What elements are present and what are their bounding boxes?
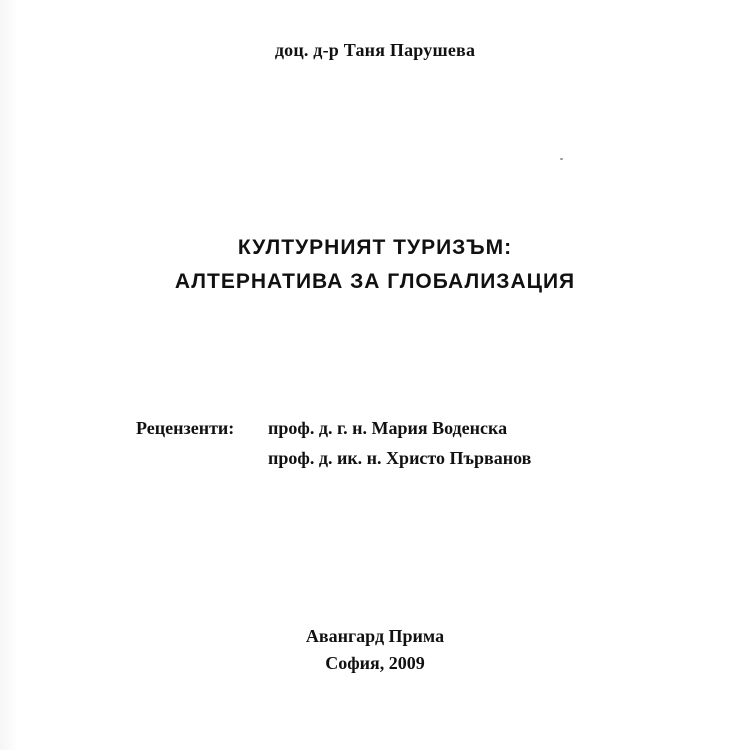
book-title-line-1: КУЛТУРНИЯТ ТУРИЗЪМ: xyxy=(237,236,513,259)
reviewer-name: проф. д. г. н. Мария Воденска xyxy=(268,418,508,438)
reviewers-block xyxy=(136,413,531,473)
scan-speck xyxy=(560,158,563,160)
book-title-line-2: АЛТЕРНАТИВА ЗА ГЛОБАЛИЗАЦИЯ xyxy=(174,270,576,293)
publisher-block xyxy=(0,623,750,677)
reviewers-label-spacer xyxy=(136,443,268,473)
reviewer-row xyxy=(136,443,531,473)
book-title xyxy=(0,231,750,299)
reviewer-name: проф. д. ик. н. Христо Първанов xyxy=(268,448,532,468)
publisher-name: Авангард Прима xyxy=(305,626,445,646)
reviewer-row xyxy=(136,413,531,443)
author-name: доц. д-р Таня Парушева xyxy=(274,40,476,60)
publication-place-year: София, 2009 xyxy=(325,653,425,673)
reviewers-label: Рецензенти: xyxy=(136,418,235,438)
